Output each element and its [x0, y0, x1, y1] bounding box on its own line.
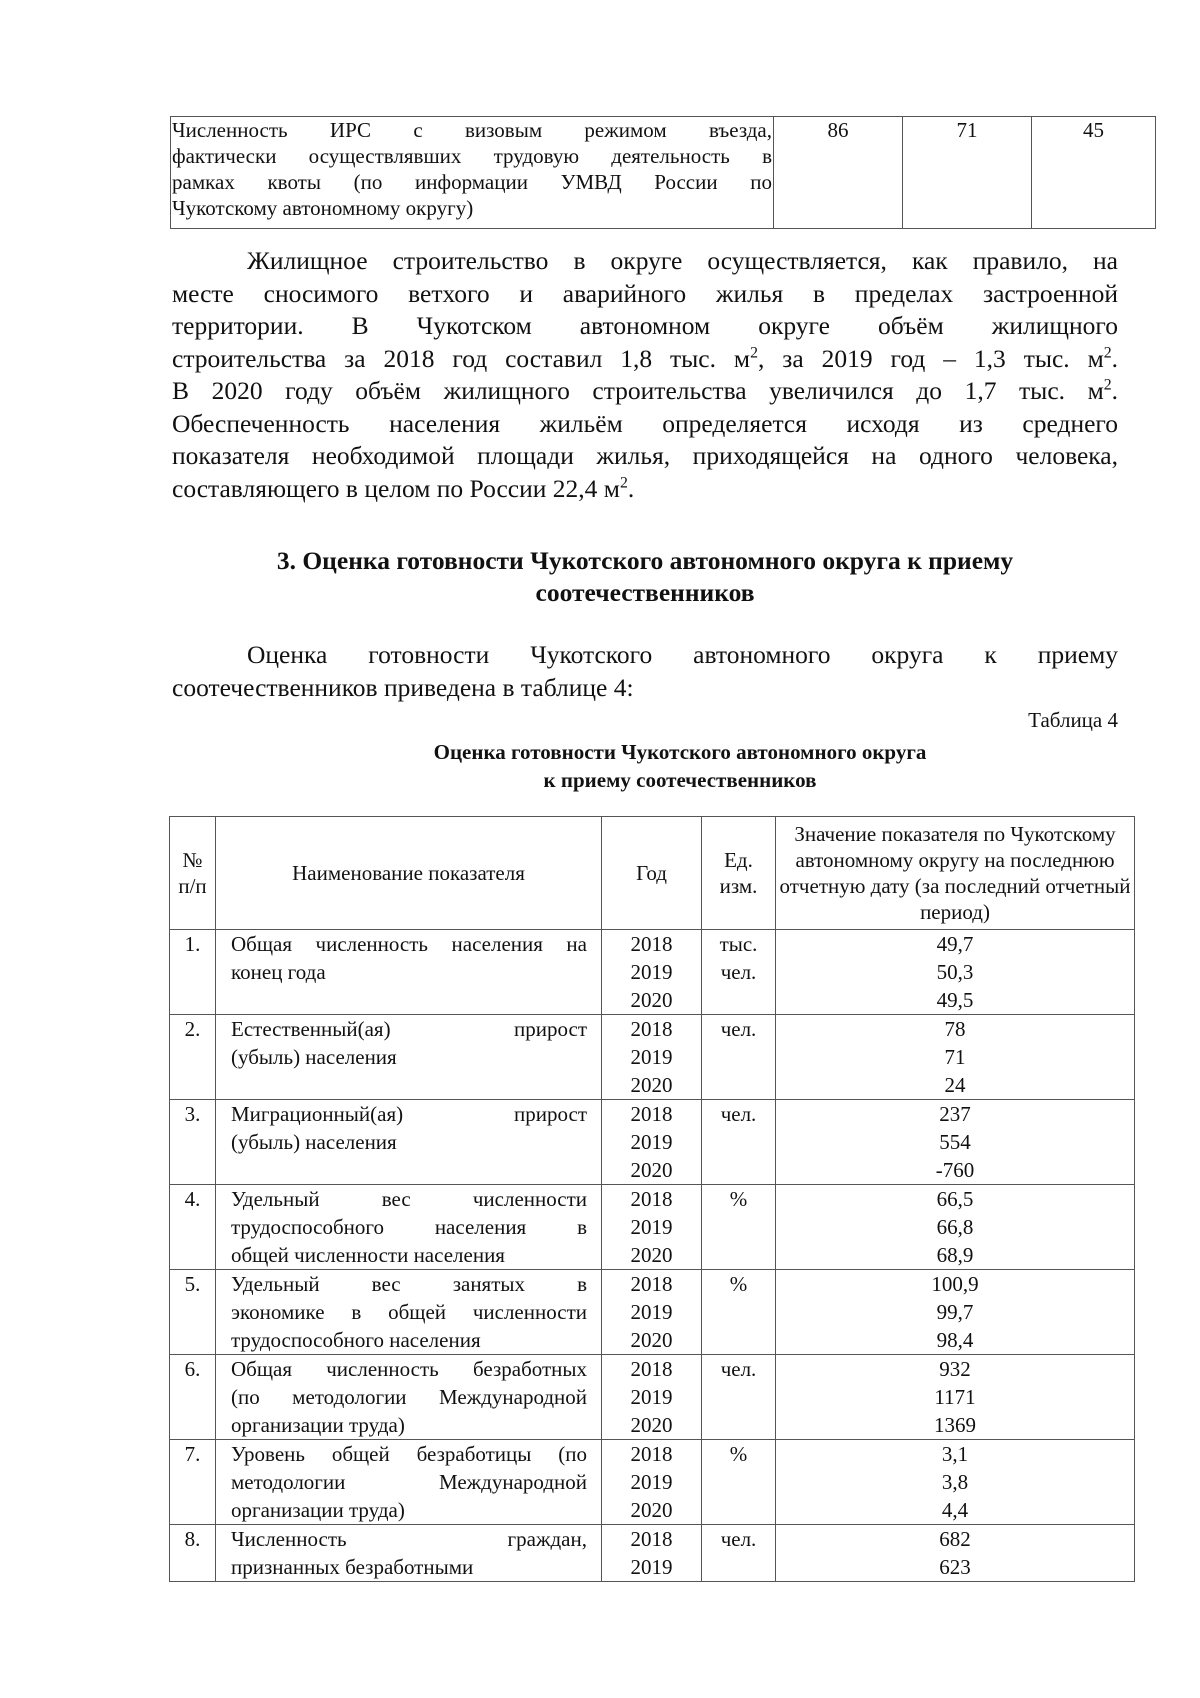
- text-run: .: [627, 473, 635, 503]
- value-cell: 71: [903, 117, 1032, 229]
- indicator-name-line: общей численности населения: [231, 1243, 505, 1267]
- unit-item: чел.: [720, 960, 757, 984]
- table-row: [170, 1270, 1135, 1355]
- superscript: 2: [1103, 376, 1112, 394]
- row-number: 6.: [170, 1355, 216, 1440]
- year-item: 2019: [630, 1300, 673, 1324]
- unit: [702, 930, 776, 1015]
- header-value: Значение показателя по Чукотскому автономному округу на последнюю отчетную дату (за последний отчетный период): [776, 817, 1135, 930]
- table-title: [300, 738, 1060, 794]
- unit-item: тыс.: [719, 932, 758, 956]
- intro-paragraph: [172, 639, 1118, 704]
- indicator-name-line: конец года: [231, 960, 326, 984]
- value-item: 3,8: [941, 1470, 969, 1494]
- year: [602, 1015, 702, 1100]
- year: [602, 1185, 702, 1270]
- year-item: 2018: [630, 1272, 673, 1296]
- value-item: 78: [944, 1017, 966, 1041]
- section-heading-line: 3. Оценка готовности Чукотского автономного округа к приему: [276, 546, 1014, 575]
- year: [602, 1270, 702, 1355]
- row-number: 8.: [170, 1525, 216, 1582]
- housing-paragraph: [172, 245, 1118, 505]
- value-item: 49,5: [936, 988, 974, 1012]
- value-item: 4,4: [941, 1498, 969, 1522]
- value: [776, 1355, 1135, 1440]
- year-item: 2020: [630, 1158, 673, 1182]
- table-4: [169, 816, 1135, 1582]
- value: [776, 1015, 1135, 1100]
- indicator-line: фактически осуществлявших трудовую деятельность в: [172, 144, 772, 168]
- value-item: 49,7: [936, 932, 974, 956]
- indicator-name-line: Миграционный(ая) прирост: [231, 1102, 587, 1126]
- year: [602, 1525, 702, 1582]
- year-item: 2020: [630, 1328, 673, 1352]
- value-item: 98,4: [936, 1328, 974, 1352]
- continued-table: [170, 116, 1156, 229]
- indicator-name-line: трудоспособного населения в: [231, 1215, 587, 1239]
- value-cell: 45: [1032, 117, 1156, 229]
- value-item: 237: [939, 1102, 971, 1126]
- indicator-name: [216, 1270, 602, 1355]
- paragraph-line: [172, 245, 1118, 278]
- indicator-name: [216, 1440, 602, 1525]
- indicator-name: [216, 1355, 602, 1440]
- row-number: 7.: [170, 1440, 216, 1525]
- superscript: 2: [619, 474, 628, 491]
- superscript: 2: [1103, 344, 1112, 361]
- year: [602, 1440, 702, 1525]
- indicator-name: [216, 1185, 602, 1270]
- value: [776, 1525, 1135, 1582]
- value-item: 623: [939, 1555, 971, 1579]
- row-number: 4.: [170, 1185, 216, 1270]
- value-item: 66,5: [936, 1187, 974, 1211]
- indicator-name: [216, 1015, 602, 1100]
- year-item: 2019: [630, 1385, 673, 1409]
- indicator-name-line: Общая численность населения на: [231, 932, 587, 956]
- unit: [702, 1185, 776, 1270]
- paragraph-line: соотечественников приведена в таблице 4:: [172, 672, 634, 702]
- table-row: [170, 1015, 1135, 1100]
- paragraph-line: [172, 343, 1118, 376]
- value-item: 682: [939, 1527, 971, 1551]
- header-name: Наименование показателя: [216, 817, 602, 930]
- paragraph-line: Оценка готовности Чукотского автономного округа к приему: [247, 640, 1118, 669]
- row-number: 3.: [170, 1100, 216, 1185]
- row-number: 1.: [170, 930, 216, 1015]
- value-item: 66,8: [936, 1215, 974, 1239]
- value-item: 554: [939, 1130, 971, 1154]
- indicator-name-line: экономике в общей численности: [231, 1300, 587, 1324]
- unit: [702, 1100, 776, 1185]
- paragraph-line: [172, 278, 1118, 311]
- indicator-name-line: Удельный вес численности: [231, 1187, 587, 1211]
- indicator-name-line: признанных безработными: [231, 1555, 474, 1579]
- text-run: .: [1111, 343, 1118, 373]
- unit: [702, 1015, 776, 1100]
- table-row: [170, 1525, 1135, 1582]
- year: [602, 930, 702, 1015]
- text-run: показателя необходимой площади жилья, приходящейся на одного человека,: [172, 441, 1118, 470]
- value-item: 50,3: [936, 960, 974, 984]
- year-item: 2020: [630, 1073, 673, 1097]
- year-item: 2020: [630, 1413, 673, 1437]
- year-item: 2018: [630, 1017, 673, 1041]
- table-title-line: Оценка готовности Чукотского автономного округа: [433, 740, 927, 764]
- paragraph-line: [172, 375, 1118, 408]
- value-cell: 86: [774, 117, 903, 229]
- year-item: 2018: [630, 1442, 673, 1466]
- table-row: [170, 1100, 1135, 1185]
- paragraph-line: [172, 440, 1118, 473]
- superscript: 2: [750, 344, 758, 361]
- unit-item: чел.: [720, 1527, 757, 1551]
- table-row: [170, 1440, 1135, 1525]
- paragraph-line: [172, 310, 1118, 343]
- text-run: .: [1111, 376, 1118, 405]
- indicator-name-line: Уровень общей безработицы (по: [231, 1442, 587, 1466]
- value: [776, 1440, 1135, 1525]
- paragraph-line: [172, 473, 1118, 506]
- header-year: Год: [602, 817, 702, 930]
- text-run: строительства за 2018 год составил 1,8 тыс. м: [172, 343, 751, 373]
- year-item: 2020: [630, 988, 673, 1012]
- table-row: [170, 930, 1135, 1015]
- year-item: 2018: [630, 1187, 673, 1211]
- indicator-name-line: Естественный(ая) прирост: [231, 1017, 587, 1041]
- year-item: 2019: [630, 1215, 673, 1239]
- indicator-name-line: Численность граждан,: [231, 1527, 587, 1551]
- year-item: 2019: [630, 1555, 673, 1579]
- value-item: 1369: [934, 1413, 976, 1437]
- indicator-name: [216, 1100, 602, 1185]
- indicator-name-line: (убыль) населения: [231, 1130, 397, 1154]
- value-item: 68,9: [936, 1243, 974, 1267]
- table-row: [171, 117, 1156, 229]
- unit: [702, 1440, 776, 1525]
- value-item: 99,7: [936, 1300, 974, 1324]
- indicator-name-line: Общая численность безработных: [231, 1357, 587, 1381]
- section-heading-line: соотечественников: [535, 578, 755, 607]
- table-title-line: к приему соотечественников: [543, 768, 817, 792]
- value: [776, 1185, 1135, 1270]
- section-heading: [172, 545, 1118, 609]
- value: [776, 1100, 1135, 1185]
- text-run: Жилищное строительство в округе осуществляется, как правило, на: [247, 246, 1118, 275]
- unit: [702, 1525, 776, 1582]
- year-item: 2018: [630, 1357, 673, 1381]
- year-item: 2020: [630, 1243, 673, 1267]
- unit-item: чел.: [720, 1017, 757, 1041]
- indicator-name-line: трудоспособного населения: [231, 1328, 481, 1352]
- text-run: , за 2019 год – 1,3 тыс. м: [757, 343, 1104, 373]
- table-header-row: [170, 817, 1135, 930]
- indicator-name-line: (по методологии Международной: [231, 1385, 587, 1409]
- value-item: 932: [939, 1357, 971, 1381]
- indicator-name: [216, 930, 602, 1015]
- year-item: 2019: [630, 1130, 673, 1154]
- table-row: [170, 1185, 1135, 1270]
- value-item: 24: [944, 1073, 966, 1097]
- header-num: № п/п: [170, 817, 216, 930]
- table-label: Таблица 4: [1028, 708, 1118, 732]
- text-run: составляющего в целом по России 22,4 м: [172, 473, 620, 503]
- value: [776, 1270, 1135, 1355]
- unit-item: %: [729, 1442, 748, 1466]
- indicator-cell: [171, 117, 774, 229]
- unit-item: чел.: [720, 1357, 757, 1381]
- year-item: 2019: [630, 1045, 673, 1069]
- text-run: месте сносимого ветхого и аварийного жилья в пределах застроенной: [172, 278, 1118, 308]
- value-item: -760: [935, 1158, 975, 1182]
- indicator-line: Численность ИРС с визовым режимом въезда,: [172, 118, 772, 142]
- value-item: 3,1: [941, 1442, 969, 1466]
- unit-item: %: [729, 1187, 748, 1211]
- unit: [702, 1270, 776, 1355]
- paragraph-line: [172, 408, 1118, 441]
- value-item: 1171: [934, 1385, 976, 1409]
- year-item: 2019: [630, 960, 673, 984]
- indicator-line: Чукотскому автономному округу): [172, 196, 474, 220]
- indicator-line: рамках квоты (по информации УМВД России по: [172, 170, 772, 194]
- unit-item: %: [729, 1272, 748, 1296]
- table-row: [170, 1355, 1135, 1440]
- text-run: территории. В Чукотском автономном округе объём жилищного: [172, 311, 1118, 340]
- value: [776, 930, 1135, 1015]
- year-item: 2018: [630, 1102, 673, 1126]
- unit-item: чел.: [720, 1102, 757, 1126]
- indicator-name-line: организации труда): [231, 1413, 405, 1437]
- indicator-name-line: организации труда): [231, 1498, 405, 1522]
- indicator-name-line: Удельный вес занятых в: [231, 1272, 587, 1296]
- header-unit: Ед. изм.: [702, 817, 776, 930]
- year: [602, 1355, 702, 1440]
- text-run: Обеспеченность населения жильём определяется исходя из среднего: [172, 408, 1118, 438]
- row-number: 5.: [170, 1270, 216, 1355]
- value-item: 71: [944, 1045, 966, 1069]
- value-item: 100,9: [931, 1272, 979, 1296]
- year: [602, 1100, 702, 1185]
- indicator-name-line: (убыль) населения: [231, 1045, 397, 1069]
- text-run: В 2020 году объём жилищного строительства увеличился до 1,7 тыс. м: [172, 376, 1104, 405]
- year-item: 2019: [630, 1470, 673, 1494]
- year-item: 2020: [630, 1498, 673, 1522]
- year-item: 2018: [630, 1527, 673, 1551]
- unit: [702, 1355, 776, 1440]
- indicator-name: [216, 1525, 602, 1582]
- year-item: 2018: [630, 932, 673, 956]
- indicator-name-line: методологии Международной: [231, 1470, 587, 1494]
- row-number: 2.: [170, 1015, 216, 1100]
